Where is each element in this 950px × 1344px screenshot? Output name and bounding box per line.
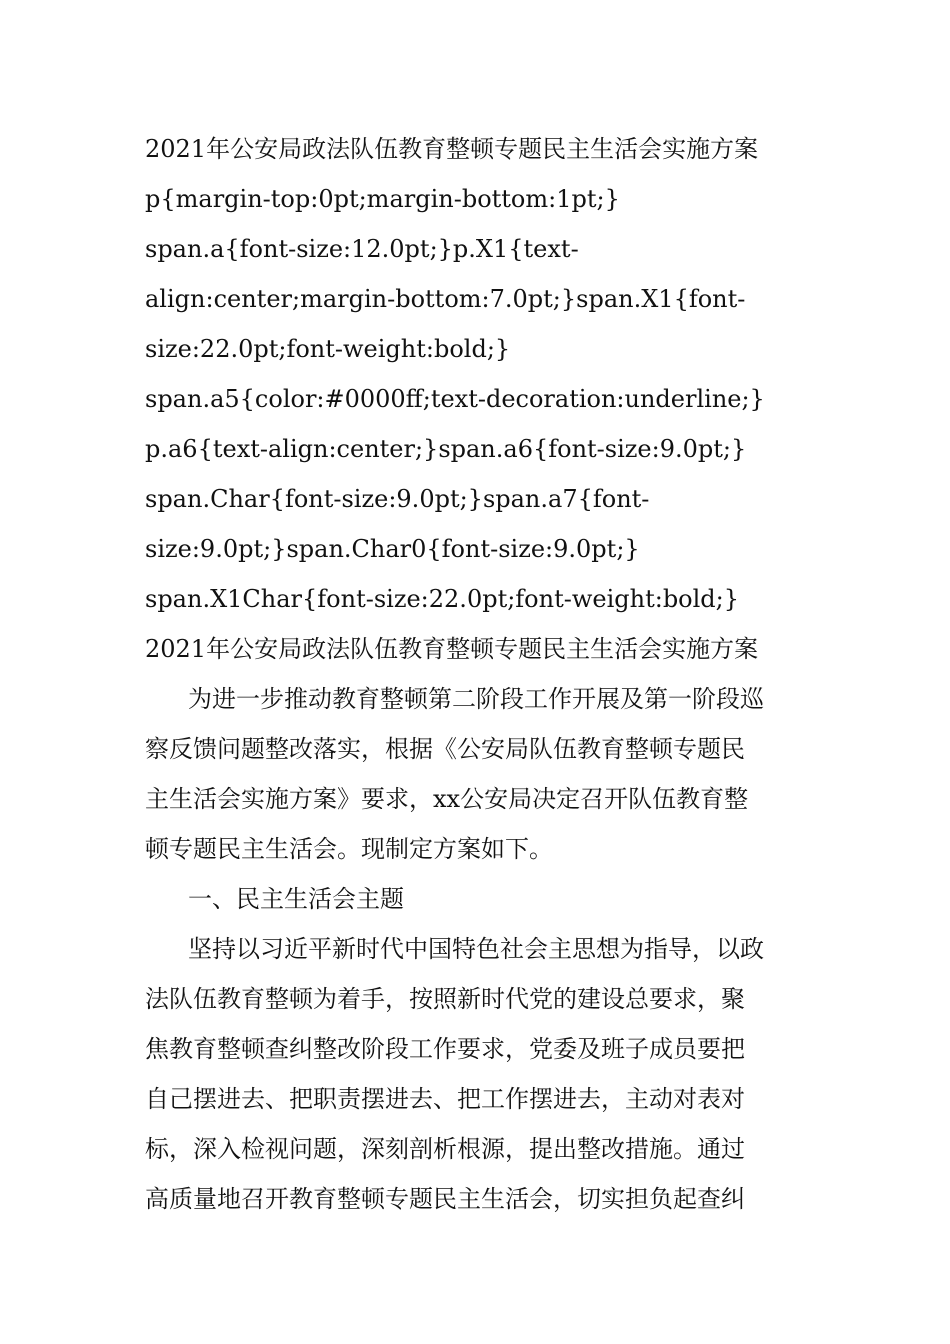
css-text-line: align:center;margin-bottom:7.0pt;}span.X1{font- [145,285,746,313]
paragraph-line: 坚持以习近平新时代中国特色社会主思想为指导，以政 [188,935,764,963]
paragraph-line: 焦教育整顿查纠整改阶段工作要求，党委及班子成员要把 [145,1035,745,1063]
css-text-line: span.a5{color:#0000ff;text-decoration:underline;} [145,385,765,413]
section-heading: 一、民主生活会主题 [188,885,404,913]
paragraph-line: 标，深入检视问题，深刻剖析根源，提出整改措施。通过 [145,1135,745,1163]
paragraph-line: 顿专题民主生活会。现制定方案如下。 [145,835,553,863]
document-page [145,124,810,1224]
paragraph-line: 法队伍教育整顿为着手，按照新时代党的建设总要求，聚 [145,985,745,1013]
css-text-line: span.X1Char{font-size:22.0pt;font-weight:bold;} [145,585,740,613]
css-text-line: p.a6{text-align:center;}span.a6{font-size:9.0pt;} [145,435,747,463]
paragraph-line: 为进一步推动教育整顿第二阶段工作开展及第一阶段巡 [188,685,764,713]
css-text-line: size:22.0pt;font-weight:bold;} [145,335,511,363]
paragraph-line: 高质量地召开教育整顿专题民主生活会，切实担负起查纠 [145,1185,745,1213]
paragraph-line: 察反馈问题整改落实，根据《公安局队伍教育整顿专题民 [145,735,745,763]
css-text-line: p{margin-top:0pt;margin-bottom:1pt;} [145,185,620,213]
css-text-line: size:9.0pt;}span.Char0{font-size:9.0pt;} [145,535,640,563]
heading-line: 2021年公安局政法队伍教育整顿专题民主生活会实施方案 [145,635,759,663]
paragraph-line: 主生活会实施方案》要求，xx公安局决定召开队伍教育整 [145,785,749,813]
paragraph-line: 自己摆进去、把职责摆进去、把工作摆进去，主动对表对 [145,1085,745,1113]
css-text-line: span.a{font-size:12.0pt;}p.X1{text- [145,235,579,263]
title-line: 2021年公安局政法队伍教育整顿专题民主生活会实施方案 [145,135,759,163]
css-text-line: span.Char{font-size:9.0pt;}span.a7{font- [145,485,650,513]
